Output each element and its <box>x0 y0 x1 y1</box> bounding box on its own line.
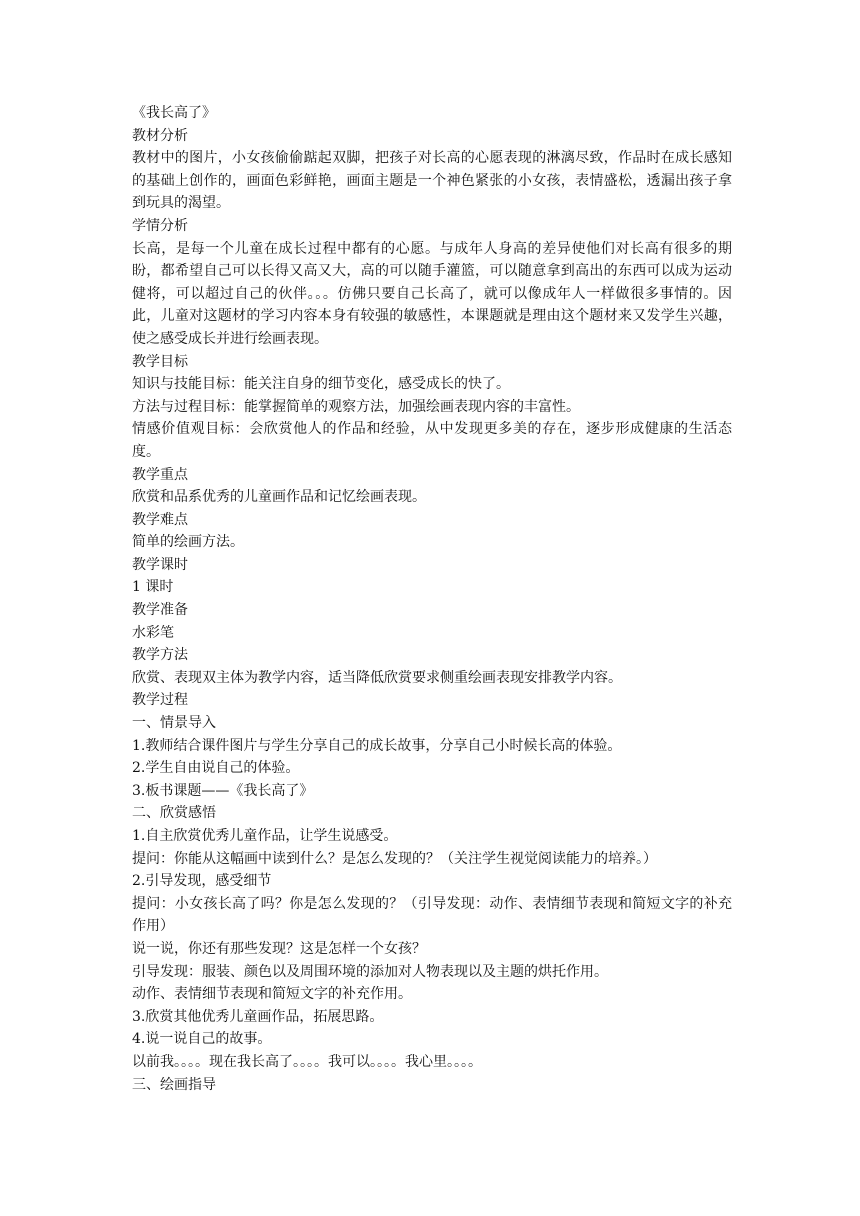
paragraph: 方法与过程目标：能掌握简单的观察方法，加强绘画表现内容的丰富性。 <box>132 398 580 415</box>
paragraph: 动作、表情细节表现和简短文字的补充作用。 <box>132 986 412 1003</box>
section-heading: 教学课时 <box>132 556 188 573</box>
subsection-heading: 二、欣赏感悟 <box>132 805 216 822</box>
paragraph: 以前我。。。。现在我长高了。。。。我可以。。。。我心里。。。。 <box>132 1053 482 1070</box>
document-title: 《我长高了》 <box>132 105 216 121</box>
paragraph: 提问：小女孩长高了吗？你是怎么发现的？（引导发现：动作、表情细节表现和简短文字的补充作用） <box>132 895 732 935</box>
list-item: 1.自主欣赏优秀儿童作品，让学生说感受。 <box>132 828 398 844</box>
section-heading: 教学过程 <box>132 692 188 709</box>
subsection-heading: 一、情景导入 <box>132 715 216 732</box>
paragraph: 1 课时 <box>132 579 174 596</box>
section-heading: 学情分析 <box>132 217 188 234</box>
subsection-heading: 三、绘画指导 <box>132 1076 216 1093</box>
paragraph: 说一说，你还有那些发现？这是怎样一个女孩？ <box>132 940 426 957</box>
list-item: 2.引导发现，感受细节 <box>132 873 272 890</box>
section-heading: 教材分析 <box>132 127 188 144</box>
list-item: 3.欣赏其他优秀儿童画作品，拓展思路。 <box>132 1008 384 1025</box>
list-item: 1.教师结合课件图片与学生分享自己的成长故事，分享自己小时候长高的体验。 <box>132 737 622 754</box>
section-heading: 教学目标 <box>132 353 188 370</box>
paragraph: 情感价值观目标：会欣赏他人的作品和经验，从中发现更多美的存在，逐步形成健康的生活态度。 <box>132 421 732 460</box>
paragraph: 水彩笔 <box>132 624 174 641</box>
list-item: 4.说一说自己的故事。 <box>132 1031 272 1048</box>
paragraph: 知识与技能目标：能关注自身的细节变化，感受成长的快了。 <box>132 376 510 393</box>
section-heading: 教学准备 <box>132 602 188 619</box>
section-heading: 教学方法 <box>132 647 188 664</box>
paragraph: 教材中的图片，小女孩偷偷踮起双脚，把孩子对长高的心愿表现的淋漓尽致，作品时在成长感知的基础上创作的，画面色彩鲜艳，画面主题是一个神色紧张的小女孩，表情盛松，透漏出孩子拿到玩具的渴望。 <box>132 150 732 212</box>
paragraph: 欣赏、表现双主体为教学内容，适当降低欣赏要求侧重绘画表现安排教学内容。 <box>132 669 622 686</box>
section-heading: 教学难点 <box>132 511 188 528</box>
paragraph: 提问：你能从这幅画中读到什么？是怎么发现的？（关注学生视觉阅读能力的培养。） <box>132 850 657 867</box>
list-item: 3.板书课题——《我长高了》 <box>132 782 314 799</box>
section-heading: 教学重点 <box>132 466 188 483</box>
paragraph: 长高，是每一个儿童在成长过程中都有的心愿。与成年人身高的差异使他们对长高有很多的期盼，都希望自己可以长得又高又大，高的可以随手灌篮，可以随意拿到高出的东西可以成为运动健将，可以超过自己的伙伴。。。仿佛只要自己长高了，就可以像成年人一样做很多事情的。因此，儿童对这题材的学习内容本身有较强的敏感性，本课题就是理由这个题材来又发学生兴趣，使之感受成长并进行绘画表现。 <box>132 240 732 347</box>
paragraph: 引导发现：服装、颜色以及周围环境的添加对人物表现以及主题的烘托作用。 <box>132 963 608 980</box>
document-page <box>132 102 732 1096</box>
paragraph: 欣赏和品系优秀的儿童画作品和记忆绘画表现。 <box>132 489 426 506</box>
paragraph: 简单的绘画方法。 <box>132 534 244 551</box>
list-item: 2.学生自由说自己的体验。 <box>132 760 300 777</box>
